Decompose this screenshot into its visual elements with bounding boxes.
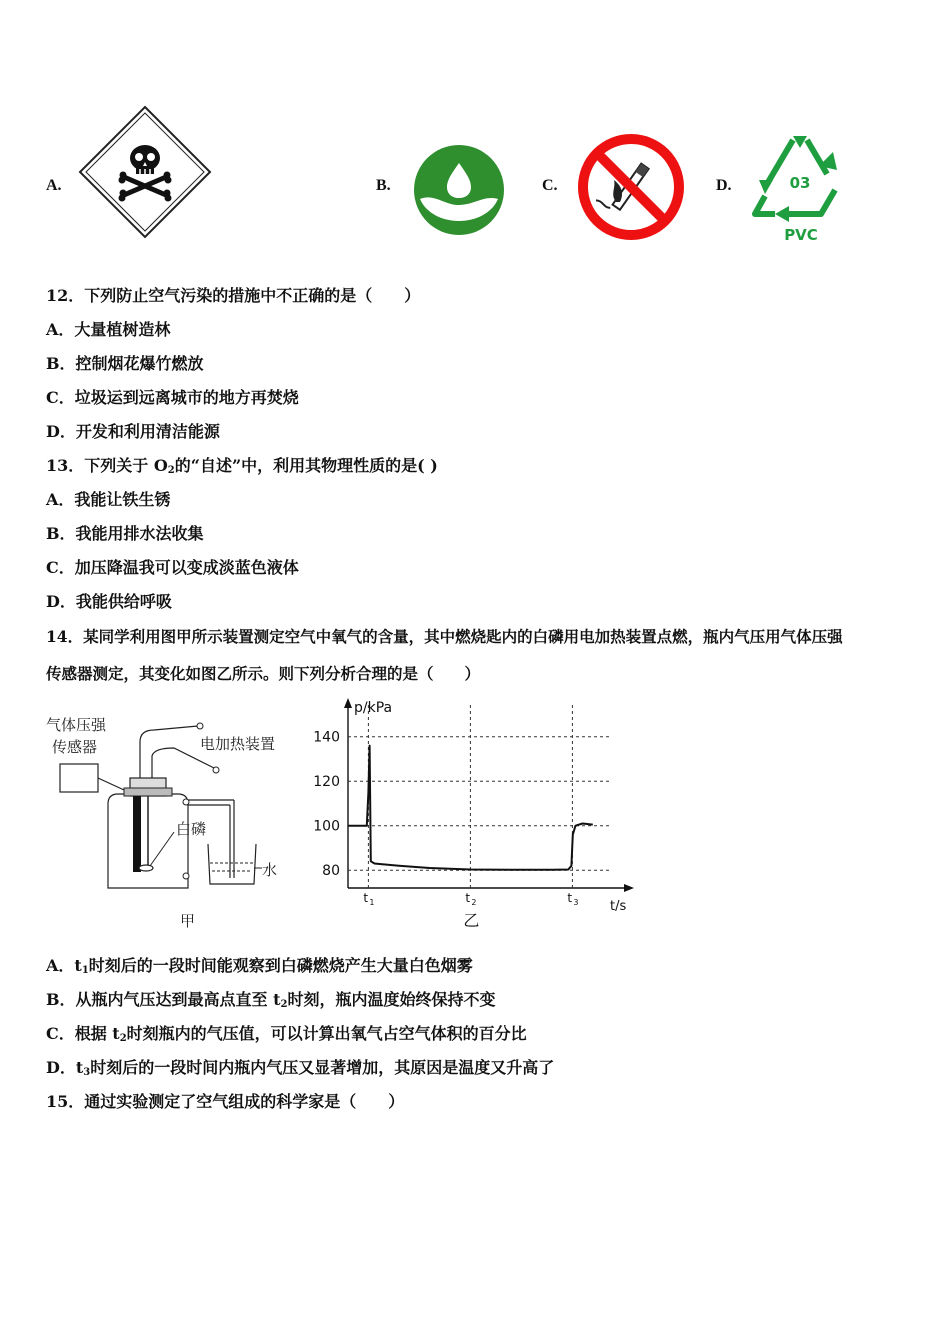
y-tick-label: 100 — [313, 818, 340, 835]
q13-stem-pre: 13．下列关于 O — [46, 456, 168, 475]
q14-option-d-post: 时刻后的一段时间内瓶内气压又显著增加，其原因是温度又升高了 — [90, 1058, 555, 1077]
phosphorus-label: 白磷 — [176, 820, 207, 838]
q14-option-d — [46, 1058, 554, 1083]
q14-option-a — [46, 956, 473, 981]
q11-option-d-label: D. — [716, 177, 732, 194]
water-saving-icon — [412, 143, 506, 237]
x-tick-label: t — [567, 891, 573, 905]
y-axis-label: p/kPa — [354, 700, 393, 716]
no-smoking-icon — [576, 132, 686, 242]
pressure-chart — [294, 692, 640, 936]
y-tick-label: 120 — [313, 774, 340, 791]
q14-stem-line1: 14．某同学利用图甲所示装置测定空气中氧气的含量，其中燃烧匙内的白磷用电加热装置点燃，瓶内气压用气体压强 — [46, 627, 843, 646]
q14-option-b — [46, 990, 495, 1015]
q14-option-d-sub: 3 — [83, 1067, 91, 1078]
figure-caption-yi: 乙 — [463, 911, 480, 930]
x-tick-subscript: 3 — [573, 898, 579, 907]
beaker — [208, 844, 256, 884]
water-label: 水 — [262, 861, 278, 879]
q11-option-b-label: B. — [376, 177, 391, 194]
toxic-hazard-icon — [78, 105, 212, 239]
q11-option-a-label: A. — [46, 177, 62, 194]
y-axis-arrow — [344, 698, 352, 708]
x-axis-label: t/s — [610, 899, 627, 914]
q14-option-c — [46, 1024, 527, 1049]
pressure-sensor — [60, 764, 98, 792]
q12-option-c: C．垃圾运到远离城市的地方再焚烧 — [46, 388, 299, 407]
x-axis-arrow — [624, 884, 634, 892]
y-tick-label: 80 — [322, 863, 340, 880]
recycle-number: 03 — [789, 174, 811, 192]
q13-stem-post: 的“自述”中，利用其物理性质的是( ) — [174, 456, 438, 475]
sensor-label-1: 气体压强 — [46, 716, 107, 734]
recycle-code: PVC — [784, 226, 818, 244]
apparatus-diagram — [44, 708, 294, 933]
q15-stem: 15．通过实验测定了空气组成的科学家是（ ） — [46, 1092, 405, 1111]
x-tick-subscript: 2 — [471, 898, 477, 907]
q14-option-a-pre: A．t — [46, 956, 82, 975]
q14-option-b-post: 时刻，瓶内温度始终保持不变 — [287, 990, 496, 1009]
q13-option-c: C．加压降温我可以变成淡蓝色液体 — [46, 558, 299, 577]
recycle-icon — [745, 126, 855, 246]
q14-stem-line2: 传感器测定，其变化如图乙所示。则下列分析合理的是（ ） — [46, 664, 481, 683]
x-tick-label: t — [465, 891, 471, 905]
q13-option-b: B．我能用排水法收集 — [46, 524, 204, 543]
q12-stem: 12．下列防止空气污染的措施中不正确的是（ ） — [46, 286, 421, 305]
q12-option-d: D．开发和利用清洁能源 — [46, 422, 220, 441]
q14-option-c-post: 时刻瓶内的气压值，可以计算出氧气占空气体积的百分比 — [126, 1024, 527, 1043]
q13-stem — [46, 456, 438, 481]
x-tick-label: t — [363, 891, 369, 905]
q13-option-a: A．我能让铁生锈 — [46, 490, 171, 509]
y-tick-label: 140 — [313, 729, 340, 746]
q11-option-c-label: C. — [542, 177, 558, 194]
heater-label: 电加热装置 — [200, 735, 276, 753]
q14-option-c-sub: 2 — [119, 1033, 127, 1044]
q12-option-b: B．控制烟花爆竹燃放 — [46, 354, 204, 373]
q14-option-b-pre: B．从瓶内气压达到最高点直至 t — [46, 990, 281, 1009]
combustion-spoon — [139, 865, 153, 871]
q14-option-a-post: 时刻后的一段时间能观察到白磷燃烧产生大量白色烟雾 — [88, 956, 473, 975]
q13-stem-sub: 2 — [167, 465, 175, 476]
x-tick-subscript: 1 — [369, 898, 375, 907]
q14-option-b-sub: 2 — [280, 999, 288, 1010]
q13-option-d: D．我能供给呼吸 — [46, 592, 172, 611]
q14-option-a-sub: 1 — [81, 965, 89, 976]
figure-caption-jia: 甲 — [180, 912, 196, 930]
sensor-label-2: 传感器 — [52, 738, 98, 756]
q14-option-c-pre: C．根据 t — [46, 1024, 120, 1043]
q12-option-a: A．大量植树造林 — [46, 320, 171, 339]
q14-option-d-pre: D．t — [46, 1058, 84, 1077]
